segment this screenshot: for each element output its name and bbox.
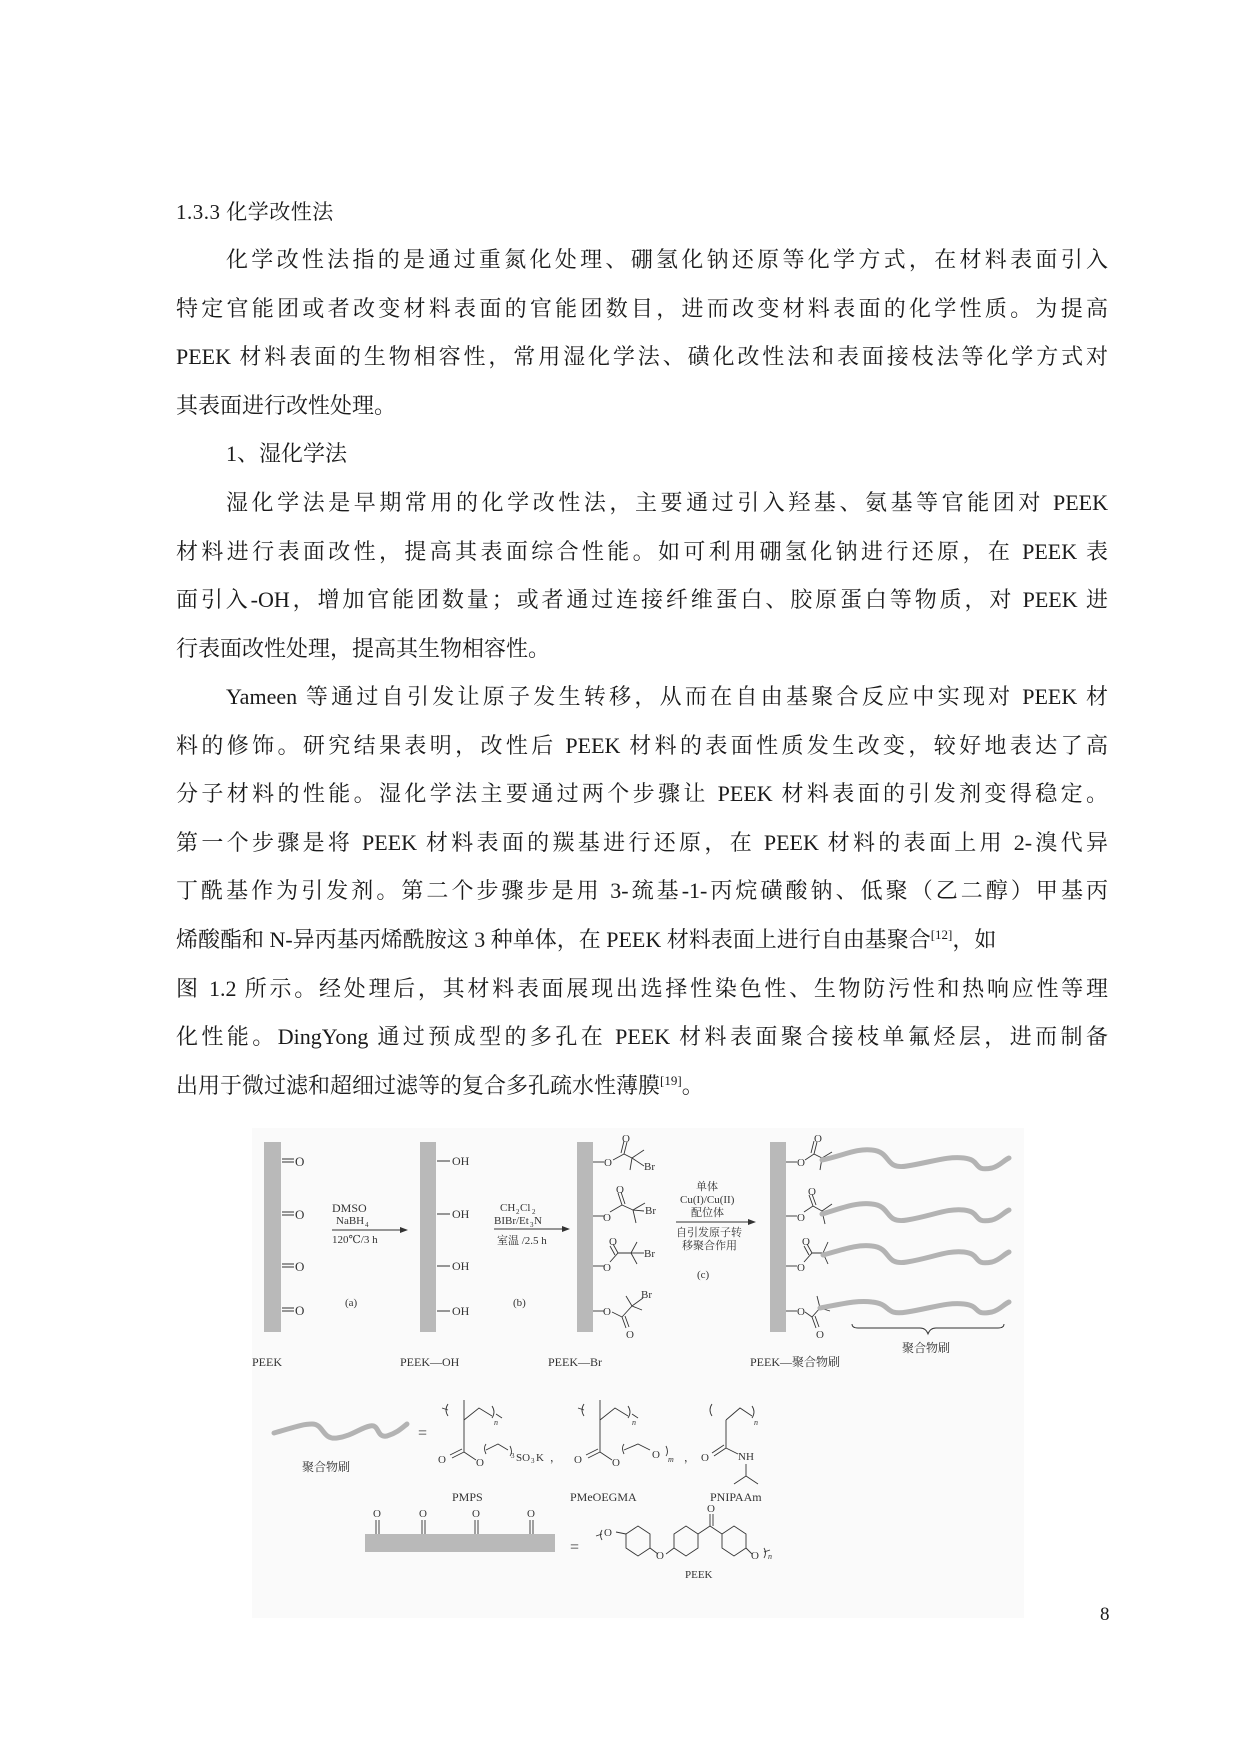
- svg-text:室温 /2.5 h: 室温 /2.5 h: [497, 1235, 547, 1247]
- svg-text:3: 3: [531, 1457, 535, 1465]
- svg-text:配位体: 配位体: [691, 1207, 724, 1219]
- svg-text:，: ，: [684, 1452, 695, 1464]
- svg-text:O: O: [419, 1508, 427, 1520]
- svg-text:Br: Br: [644, 1161, 655, 1173]
- svg-text:(b): (b): [513, 1297, 526, 1309]
- svg-text:O: O: [656, 1550, 664, 1562]
- svg-text:DMSO: DMSO: [332, 1201, 367, 1215]
- text-line: [176, 1062, 1108, 1111]
- svg-text:O: O: [527, 1508, 535, 1520]
- text-fragment: ，如: [952, 926, 997, 952]
- svg-text:O: O: [622, 1133, 630, 1145]
- svg-text:，: ，: [550, 1452, 561, 1464]
- svg-text:NH: NH: [738, 1451, 754, 1463]
- svg-text:3: 3: [511, 1452, 515, 1460]
- text-line: Yameen 等通过自引发让原子发生转移，从而在自由基聚合反应中实现对 PEEK 材: [226, 684, 1108, 709]
- text-line: 第一个步骤是将 PEEK 材料表面的羰基进行还原，在 PEEK 材料的表面上用 2-溴代异: [176, 829, 1108, 855]
- svg-text:SO: SO: [516, 1452, 531, 1464]
- svg-text:NaBH: NaBH: [336, 1215, 365, 1227]
- stage-peek-oh: [420, 1142, 470, 1332]
- stage-label: PEEK—Br: [548, 1355, 602, 1369]
- stage-label: PEEK: [252, 1355, 282, 1369]
- svg-text:O: O: [616, 1184, 624, 1196]
- svg-text:2: 2: [516, 1208, 520, 1216]
- svg-text:4: 4: [365, 1221, 369, 1229]
- svg-text:120℃/3 h: 120℃/3 h: [332, 1234, 378, 1246]
- citation-ref[interactable]: [12]: [930, 926, 953, 942]
- svg-text:O: O: [802, 1236, 810, 1248]
- text-line: 行表面改性处理，提高其生物相容性。: [176, 635, 551, 661]
- svg-text:O: O: [604, 1157, 612, 1169]
- svg-text:2: 2: [532, 1208, 536, 1216]
- svg-text:移聚合作用: 移聚合作用: [682, 1240, 737, 1252]
- svg-text:n: n: [494, 1418, 498, 1427]
- svg-text:O: O: [814, 1133, 822, 1145]
- svg-text:O: O: [797, 1262, 805, 1274]
- subsection-title: 1、湿化学法: [226, 441, 348, 466]
- stage-label: PEEK—聚合物刷: [750, 1355, 841, 1369]
- svg-text:O: O: [295, 1154, 305, 1169]
- svg-text:CH: CH: [500, 1202, 516, 1214]
- svg-text:Br: Br: [645, 1205, 656, 1217]
- stage-peek-brush: [770, 1133, 1009, 1355]
- svg-text:O: O: [609, 1236, 617, 1248]
- polymer-brush-chains: [820, 1150, 1009, 1313]
- svg-text:Br: Br: [644, 1248, 655, 1260]
- paragraph-yameen: [176, 673, 1108, 1110]
- text-line: PEEK 材料表面的生物相容性，常用湿化学法、磺化改性法和表面接枝法等化学方式对: [176, 344, 1108, 370]
- svg-text:PMeOEGMA: PMeOEGMA: [570, 1490, 637, 1504]
- figure-1-2-reaction-scheme: [252, 1128, 1024, 1618]
- svg-text:OH: OH: [452, 1259, 470, 1273]
- svg-text:=: =: [570, 1539, 580, 1556]
- svg-text:O: O: [701, 1452, 709, 1464]
- svg-text:OH: OH: [452, 1207, 470, 1221]
- text-line: 图 1.2 所示。经处理后，其材料表面展现出选择性染色性、生物防污性和热响应性等理: [176, 975, 1108, 1001]
- text-fragment: 烯酸酯和 N-异丙基丙烯酰胺这 3 种单体，在 PEEK 材料表面上进行自由基聚合: [176, 926, 931, 952]
- monomer-pmps: [442, 1400, 512, 1460]
- svg-text:O: O: [574, 1454, 582, 1466]
- svg-text:PNIPAAm: PNIPAAm: [710, 1490, 762, 1504]
- svg-text:O: O: [438, 1454, 446, 1466]
- svg-text:O: O: [603, 1212, 611, 1224]
- svg-text:O: O: [797, 1306, 805, 1318]
- svg-text:=: =: [418, 1425, 428, 1442]
- stage-peek: [264, 1142, 304, 1332]
- svg-text:O: O: [373, 1508, 381, 1520]
- text-line: 丁酰基作为引发剂。第二个步骤步是用 3-巯基-1-丙烷磺酸钠、低聚（乙二醇）甲基丙: [176, 878, 1108, 904]
- svg-text:PEEK: PEEK: [685, 1569, 713, 1581]
- svg-text:PMPS: PMPS: [452, 1490, 483, 1504]
- svg-text:O: O: [295, 1207, 305, 1222]
- text-fragment: 。: [681, 1072, 704, 1098]
- svg-text:O: O: [751, 1550, 759, 1562]
- svg-text:O: O: [472, 1508, 480, 1520]
- svg-text:K: K: [536, 1452, 544, 1464]
- stage-labels: [252, 1354, 840, 1369]
- paragraph-intro: [176, 236, 1108, 430]
- citation-ref[interactable]: [19]: [660, 1072, 682, 1088]
- text-line: 化性能。DingYong 通过预成型的多孔在 PEEK 材料表面聚合接枝单氟烃层，进而制备: [176, 1024, 1108, 1050]
- svg-text:O: O: [652, 1449, 660, 1461]
- text-line: 化学改性法指的是通过重氮化处理、硼氢化钠还原等化学方式，在材料表面引入: [226, 247, 1108, 272]
- brace-icon: [852, 1324, 1004, 1334]
- subsection-wet-chemistry: [176, 430, 1108, 479]
- svg-text:(c): (c): [697, 1269, 710, 1281]
- svg-text:n: n: [632, 1418, 636, 1427]
- svg-text:OH: OH: [452, 1304, 470, 1318]
- svg-text:O: O: [603, 1306, 611, 1318]
- brush-brace-label: 聚合物刷: [902, 1341, 951, 1355]
- svg-text:O: O: [816, 1329, 824, 1341]
- text-line: 湿化学法是早期常用的化学改性法，主要通过引入羟基、氨基等官能团对 PEEK: [226, 490, 1108, 515]
- svg-text:O: O: [604, 1527, 612, 1539]
- svg-text:O: O: [603, 1262, 611, 1274]
- section-heading: 1.3.3 化学改性法: [176, 200, 334, 224]
- text-line: 面引入-OH，增加官能团数量；或者通过连接纤维蛋白、胶原蛋白等物质，对 PEEK 进: [176, 587, 1108, 613]
- svg-text:O: O: [797, 1157, 805, 1169]
- svg-text:Br: Br: [641, 1289, 652, 1301]
- svg-text:O: O: [707, 1503, 715, 1515]
- text-line: 其表面进行改性处理。: [176, 392, 397, 418]
- text-line: 材料进行表面改性，提高其表面综合性能。如可利用硼氢化钠进行还原，在 PEEK 表: [176, 538, 1108, 564]
- reaction-step-b: [494, 1202, 570, 1309]
- svg-text:n: n: [768, 1552, 772, 1561]
- svg-text:O: O: [295, 1259, 305, 1274]
- svg-text:O: O: [295, 1303, 305, 1318]
- monomer-pnipaam: [710, 1404, 1010, 1484]
- svg-text:(a): (a): [345, 1297, 358, 1309]
- text-line: [176, 916, 1108, 965]
- brush-legend: [274, 1400, 1010, 1504]
- stage-peek-br: [577, 1133, 656, 1341]
- text-fragment: 出用于微过滤和超细过滤等的复合多孔疏水性薄膜: [176, 1072, 661, 1098]
- svg-text:N: N: [534, 1215, 542, 1227]
- svg-text:m: m: [668, 1455, 674, 1464]
- svg-text:O: O: [612, 1457, 620, 1469]
- svg-text:Cu(I)/Cu(II): Cu(I)/Cu(II): [680, 1194, 735, 1206]
- text-line: 分子材料的性能。湿化学法主要通过两个步骤让 PEEK 材料表面的引发剂变得稳定。: [176, 781, 1108, 807]
- svg-text:O: O: [626, 1329, 634, 1341]
- text-line: 特定官能团或者改变材料表面的官能团数目，进而改变材料表面的化学性质。为提高: [176, 295, 1108, 321]
- svg-text:3: 3: [530, 1221, 534, 1229]
- svg-text:BIBr/Et: BIBr/Et: [494, 1215, 529, 1227]
- svg-text:n: n: [754, 1418, 758, 1427]
- page-number: 8: [1100, 1604, 1110, 1625]
- svg-text:OH: OH: [452, 1154, 470, 1168]
- svg-text:Cl: Cl: [520, 1202, 531, 1214]
- text-line: 料的修饰。研究结果表明，改性后 PEEK 材料的表面性质发生改变，较好地表达了高: [176, 732, 1108, 758]
- paragraph-wet-chemistry: [176, 479, 1108, 673]
- peek-structure: [365, 1503, 772, 1581]
- reaction-step-a: [332, 1201, 408, 1309]
- svg-text:O: O: [476, 1457, 484, 1469]
- svg-text:单体: 单体: [696, 1181, 718, 1193]
- svg-text:自引发原子转: 自引发原子转: [676, 1227, 742, 1239]
- svg-text:O: O: [797, 1212, 805, 1224]
- stage-label: PEEK—OH: [400, 1355, 460, 1369]
- brush-symbol-icon: [274, 1424, 407, 1438]
- svg-text:O: O: [808, 1186, 816, 1198]
- svg-text:聚合物刷: 聚合物刷: [302, 1460, 351, 1474]
- reaction-step-c: [676, 1179, 756, 1281]
